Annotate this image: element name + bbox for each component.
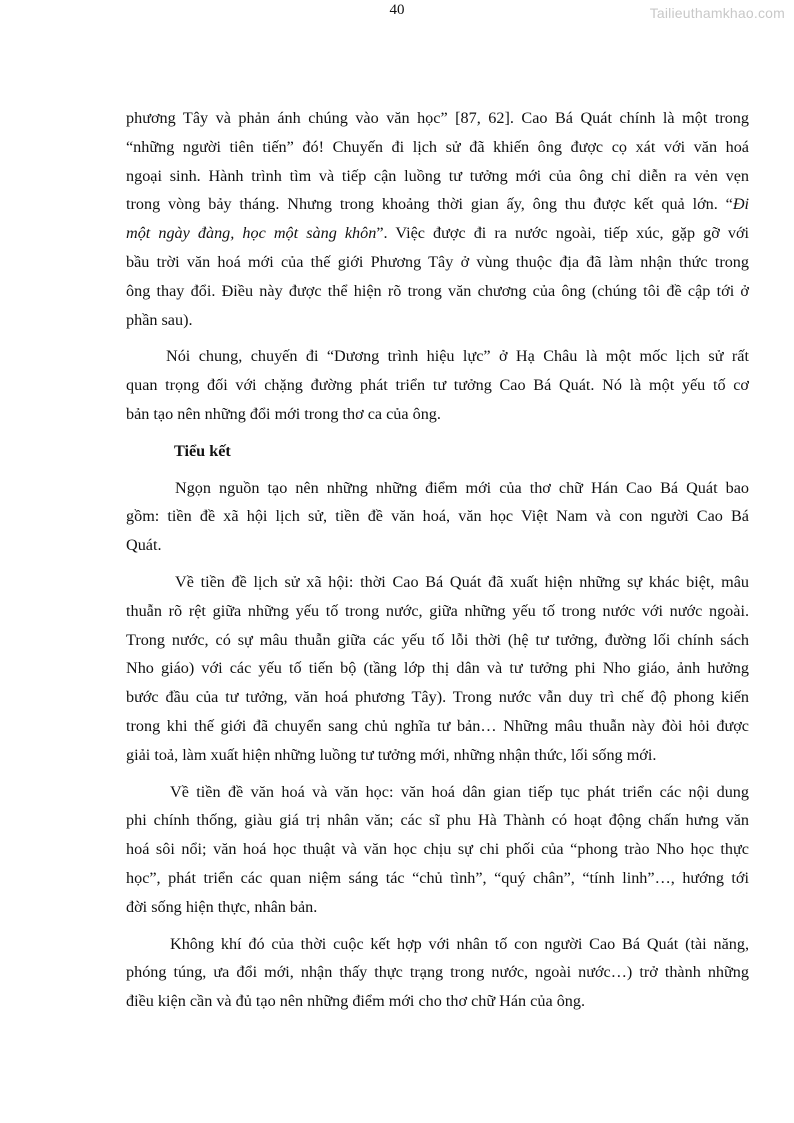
text-line: thuẫn rõ rệt giữa những yếu tố trong nước, giữa những yếu tố trong nước với nước ngoài. [126,601,749,620]
text-line: trong khi thế giới đã chuyển sang chủ nghĩa tư bản… Những mâu thuẫn này đòi hỏi được [126,716,749,735]
text-line: Nói chung, chuyến đi “Dương trình hiệu lực” ở Hạ Châu là một mốc lịch sử rất [166,347,749,366]
text-line: phần sau). [126,310,193,329]
text-line: gồm: tiền đề xã hội lịch sử, tiền đề văn hoá, văn học Việt Nam và con người Cao Bá [126,507,749,526]
text-line: bầu trời văn hoá mới của thế giới Phương Tây ở vùng thuộc địa đã làm nhận thức trong [126,252,749,271]
text-line: học”, phát triển các quan niệm sáng tác “chủ tình”, “quý chân”, “tính linh”…, hướng tới [126,868,749,887]
text-line [126,219,749,248]
text-line: “những người tiên tiến” đó! Chuyến đi lịch sử đã khiến ông được cọ xát với văn hoá [126,137,749,156]
italic-proverb-part-2: một ngày đàng, học một sàng khôn [126,224,377,243]
text-line: ngoại sinh. Hành trình tìm và tiếp cận luồng tư tưởng mới của ông chỉ diễn ra vẻn vẹn [126,166,749,185]
text-line: ông thay đổi. Điều này được thể hiện rõ trong văn chương của ông (chúng tôi đề cập tới ở [126,281,749,300]
text-line: quan trọng đối với chặng đường phát triển tư tưởng Cao Bá Quát. Nó là một yếu tố cơ [126,376,749,395]
text-line: bước đầu của tư tưởng, văn hoá phương Tây). Trong nước vẫn duy trì chế độ phong kiến [126,688,749,707]
text-line: Ngọn nguồn tạo nên những những điểm mới của thơ chữ Hán Cao Bá Quát bao [175,478,749,497]
text-line [126,190,749,219]
text-line: Về tiền đề văn hoá và văn học: văn hoá dân gian tiếp tục phát triển các nội dung [170,782,749,801]
text-line: Không khí đó của thời cuộc kết hợp với nhân tố con người Cao Bá Quát (tài năng, [170,934,749,953]
document-body [126,104,749,1024]
paragraph-2 [126,342,749,428]
text-line: Nho giáo) với các yếu tố tiến bộ (tầng lớp thị dân và tư tưởng phi Nho giáo, ảnh hưởng [126,659,749,678]
italic-proverb-part-1: Đi [732,195,749,214]
text-line: điều kiện cần và đủ tạo nên những điểm mới cho thơ chữ Hán của ông. [126,992,586,1011]
section-heading: Tiểu kết [174,441,231,460]
text-line: giải toả, làm xuất hiện những luồng tư tưởng mới, những nhận thức, lối sống mới. [126,745,657,764]
paragraph-1 [126,104,749,334]
text-line: phương Tây và phản ánh chúng vào văn học” [87, 62]. Cao Bá Quát chính là một trong [126,109,749,127]
page-number: 40 [389,2,405,18]
text-line: đời sống hiện thực, nhân bản. [126,897,318,916]
paragraph-5 [126,778,749,922]
text-line: Trong nước, có sự mâu thuẫn giữa các yếu tố lỗi thời (hệ tư tưởng, đường lối chính sách [126,630,749,649]
text-line: hoá sôi nổi; văn hoá học thuật và văn học chịu sự chi phối của “phong trào Nho học thực [126,840,749,859]
text-line: Về tiền đề lịch sử xã hội: thời Cao Bá Quát đã xuất hiện những sự khác biệt, mâu [175,572,749,591]
text-line: phóng túng, ưa đổi mới, nhận thấy thực trạng trong nước, ngoài nước…) trở thành những [126,963,749,982]
paragraph-4 [126,568,749,770]
text-line: bản tạo nên những đổi mới trong thơ ca của ông. [126,404,441,423]
paragraph-6 [126,930,749,1016]
text-line: phi chính thống, giàu giá trị nhân văn; các sĩ phu Hà Thành có hoạt động chấn hưng văn [126,811,749,830]
text-line: Quát. [126,536,162,555]
text-run: ”. Việc được đi ra nước ngoài, tiếp xúc, gặp gỡ với [376,224,749,243]
paragraph-3 [126,474,749,560]
watermark: Tailieuthamkhao.com [649,5,785,21]
text-run: trong vòng bảy tháng. Nhưng trong khoảng thời gian ấy, ông thu được kết quả lớn. “ [126,195,733,214]
